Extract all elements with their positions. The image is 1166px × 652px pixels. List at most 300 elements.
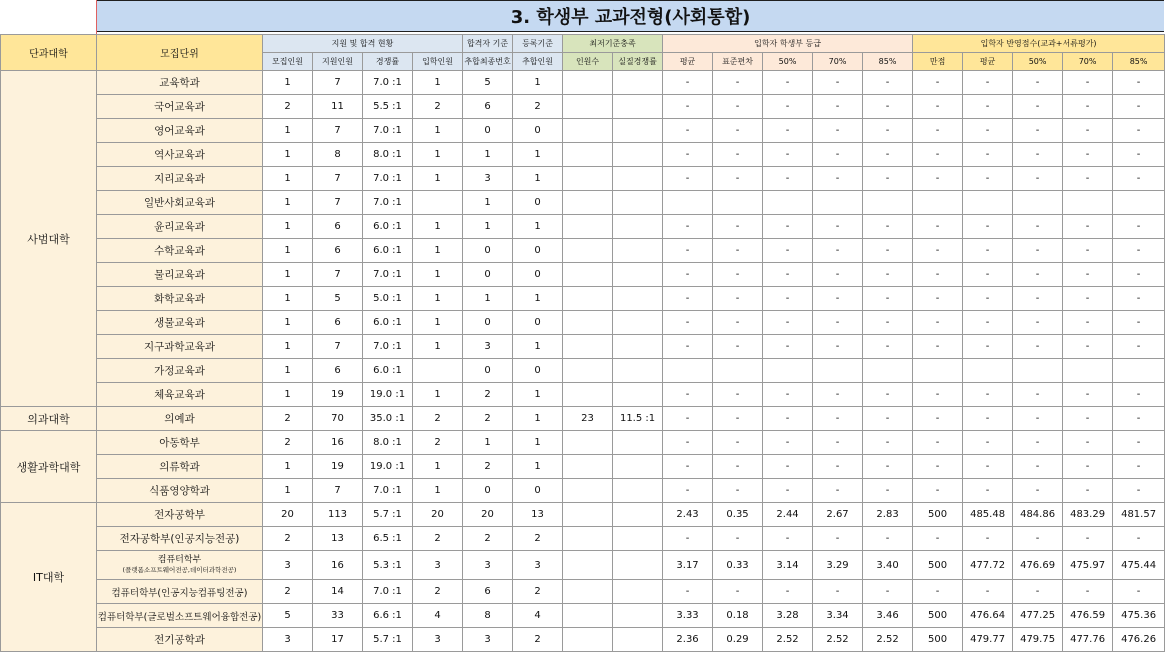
data-cell[interactable]: 5 xyxy=(463,71,513,95)
data-cell[interactable]: 3 xyxy=(513,551,563,580)
dept-cell[interactable]: 아동학부 xyxy=(97,431,263,455)
data-cell[interactable]: - xyxy=(913,580,963,604)
data-cell[interactable]: - xyxy=(1013,71,1063,95)
data-cell[interactable]: - xyxy=(663,383,713,407)
data-cell[interactable]: - xyxy=(663,407,713,431)
data-cell[interactable]: 1 xyxy=(513,431,563,455)
data-cell[interactable]: - xyxy=(963,167,1013,191)
data-cell[interactable]: 0.33 xyxy=(713,551,763,580)
data-cell[interactable]: 23 xyxy=(563,407,613,431)
data-cell[interactable] xyxy=(613,287,663,311)
data-cell[interactable] xyxy=(613,311,663,335)
data-cell[interactable] xyxy=(613,628,663,652)
data-cell[interactable]: - xyxy=(763,119,813,143)
data-cell[interactable]: - xyxy=(663,239,713,263)
data-cell[interactable]: - xyxy=(763,580,813,604)
data-cell[interactable]: - xyxy=(713,580,763,604)
data-cell[interactable]: 6 xyxy=(313,359,363,383)
data-cell[interactable]: - xyxy=(813,95,863,119)
data-cell[interactable]: 2.52 xyxy=(813,628,863,652)
data-cell[interactable]: 5 xyxy=(263,604,313,628)
data-cell[interactable] xyxy=(563,191,613,215)
data-cell[interactable]: - xyxy=(1113,239,1165,263)
data-cell[interactable]: 6 xyxy=(463,580,513,604)
data-cell[interactable]: - xyxy=(1113,580,1165,604)
data-cell[interactable] xyxy=(563,215,613,239)
data-cell[interactable] xyxy=(713,191,763,215)
data-cell[interactable]: 481.57 xyxy=(1113,503,1165,527)
data-cell[interactable] xyxy=(563,143,613,167)
data-cell[interactable]: 6.5 :1 xyxy=(363,527,413,551)
college-cell[interactable]: 의과대학 xyxy=(1,407,97,431)
data-cell[interactable]: 1 xyxy=(413,119,463,143)
data-cell[interactable]: - xyxy=(663,71,713,95)
data-cell[interactable] xyxy=(563,119,613,143)
subheader-cell[interactable]: 85% xyxy=(1113,53,1165,71)
data-cell[interactable]: 3.33 xyxy=(663,604,713,628)
data-cell[interactable]: 16 xyxy=(313,431,363,455)
data-cell[interactable]: 483.29 xyxy=(1063,503,1113,527)
data-cell[interactable]: 7 xyxy=(313,71,363,95)
data-cell[interactable] xyxy=(1063,191,1113,215)
data-cell[interactable]: - xyxy=(813,431,863,455)
data-cell[interactable]: 17 xyxy=(313,628,363,652)
data-cell[interactable]: 1 xyxy=(513,215,563,239)
data-cell[interactable]: - xyxy=(813,239,863,263)
data-cell[interactable]: - xyxy=(1063,287,1113,311)
data-cell[interactable]: 1 xyxy=(413,263,463,287)
data-cell[interactable]: 2.83 xyxy=(863,503,913,527)
data-cell[interactable] xyxy=(563,263,613,287)
data-cell[interactable]: - xyxy=(963,215,1013,239)
data-cell[interactable]: 5.3 :1 xyxy=(363,551,413,580)
data-cell[interactable]: 2.52 xyxy=(763,628,813,652)
data-cell[interactable] xyxy=(613,191,663,215)
data-cell[interactable]: 1 xyxy=(263,335,313,359)
data-cell[interactable]: 2 xyxy=(413,527,463,551)
data-cell[interactable]: 6.0 :1 xyxy=(363,359,413,383)
data-cell[interactable]: - xyxy=(1063,407,1113,431)
data-cell[interactable]: - xyxy=(1113,215,1165,239)
data-cell[interactable]: 1 xyxy=(413,239,463,263)
data-cell[interactable]: 1 xyxy=(463,431,513,455)
data-cell[interactable]: - xyxy=(813,580,863,604)
data-cell[interactable]: - xyxy=(963,479,1013,503)
header-grade-group[interactable]: 입학자 학생부 등급 xyxy=(663,35,913,53)
data-cell[interactable] xyxy=(613,119,663,143)
data-cell[interactable]: 3 xyxy=(463,628,513,652)
data-cell[interactable]: - xyxy=(813,479,863,503)
data-cell[interactable]: - xyxy=(863,580,913,604)
data-cell[interactable]: 7 xyxy=(313,167,363,191)
data-cell[interactable]: 1 xyxy=(413,143,463,167)
dept-cell[interactable]: 지리교육과 xyxy=(97,167,263,191)
data-cell[interactable]: - xyxy=(913,311,963,335)
dept-cell[interactable]: 지구과학교육과 xyxy=(97,335,263,359)
data-cell[interactable]: - xyxy=(763,311,813,335)
data-cell[interactable]: - xyxy=(863,407,913,431)
dept-cell[interactable]: 국어교육과 xyxy=(97,95,263,119)
data-cell[interactable]: 3.17 xyxy=(663,551,713,580)
data-cell[interactable]: - xyxy=(963,431,1013,455)
data-cell[interactable]: 500 xyxy=(913,551,963,580)
data-cell[interactable] xyxy=(613,239,663,263)
data-cell[interactable] xyxy=(1063,359,1113,383)
data-cell[interactable]: - xyxy=(863,335,913,359)
data-cell[interactable] xyxy=(613,215,663,239)
data-cell[interactable] xyxy=(563,311,613,335)
data-cell[interactable]: - xyxy=(1063,479,1113,503)
subheader-cell[interactable]: 인원수 xyxy=(563,53,613,71)
data-cell[interactable]: 3.28 xyxy=(763,604,813,628)
data-cell[interactable]: 1 xyxy=(263,479,313,503)
data-cell[interactable]: - xyxy=(963,239,1013,263)
data-cell[interactable]: - xyxy=(963,527,1013,551)
data-cell[interactable]: 1 xyxy=(263,383,313,407)
data-cell[interactable]: - xyxy=(1063,335,1113,359)
dept-cell[interactable]: 식품영양학과 xyxy=(97,479,263,503)
data-cell[interactable]: 6 xyxy=(463,95,513,119)
data-cell[interactable]: - xyxy=(1013,143,1063,167)
dept-cell[interactable]: 의예과 xyxy=(97,407,263,431)
data-cell[interactable]: - xyxy=(963,407,1013,431)
data-cell[interactable]: 5.7 :1 xyxy=(363,628,413,652)
data-cell[interactable] xyxy=(963,191,1013,215)
data-cell[interactable]: - xyxy=(813,383,863,407)
data-cell[interactable]: 6 xyxy=(313,215,363,239)
data-cell[interactable]: - xyxy=(1063,383,1113,407)
college-cell[interactable]: IT대학 xyxy=(1,503,97,652)
data-cell[interactable]: 0.35 xyxy=(713,503,763,527)
data-cell[interactable]: - xyxy=(1113,71,1165,95)
data-cell[interactable]: 35.0 :1 xyxy=(363,407,413,431)
data-cell[interactable]: - xyxy=(863,431,913,455)
dept-cell[interactable] xyxy=(97,551,263,580)
data-cell[interactable]: - xyxy=(713,263,763,287)
data-cell[interactable]: 2 xyxy=(463,527,513,551)
data-cell[interactable]: 475.44 xyxy=(1113,551,1165,580)
data-cell[interactable]: - xyxy=(1013,287,1063,311)
data-cell[interactable] xyxy=(563,359,613,383)
data-cell[interactable] xyxy=(563,527,613,551)
data-cell[interactable]: - xyxy=(1013,479,1063,503)
data-cell[interactable]: - xyxy=(1063,431,1113,455)
dept-cell[interactable]: 역사교육과 xyxy=(97,143,263,167)
data-cell[interactable]: - xyxy=(1013,119,1063,143)
data-cell[interactable]: - xyxy=(663,479,713,503)
data-cell[interactable] xyxy=(563,431,613,455)
data-cell[interactable]: - xyxy=(763,143,813,167)
data-cell[interactable] xyxy=(613,263,663,287)
data-cell[interactable]: 476.64 xyxy=(963,604,1013,628)
data-cell[interactable]: 1 xyxy=(413,71,463,95)
data-cell[interactable]: 5.7 :1 xyxy=(363,503,413,527)
header-score-group[interactable]: 입학자 반영점수(교과+서류평가) xyxy=(913,35,1165,53)
data-cell[interactable] xyxy=(563,580,613,604)
data-cell[interactable]: - xyxy=(813,527,863,551)
data-cell[interactable]: 7 xyxy=(313,119,363,143)
data-cell[interactable]: - xyxy=(963,263,1013,287)
data-cell[interactable]: - xyxy=(863,455,913,479)
data-cell[interactable] xyxy=(613,95,663,119)
data-cell[interactable]: - xyxy=(1113,287,1165,311)
data-cell[interactable]: - xyxy=(1113,527,1165,551)
data-cell[interactable]: - xyxy=(813,263,863,287)
data-cell[interactable] xyxy=(713,359,763,383)
data-cell[interactable]: 20 xyxy=(413,503,463,527)
data-cell[interactable]: 8 xyxy=(313,143,363,167)
data-cell[interactable]: 485.48 xyxy=(963,503,1013,527)
data-cell[interactable]: - xyxy=(913,407,963,431)
data-cell[interactable] xyxy=(563,239,613,263)
data-cell[interactable]: 2.43 xyxy=(663,503,713,527)
data-cell[interactable]: - xyxy=(813,311,863,335)
data-cell[interactable]: 2 xyxy=(413,407,463,431)
data-cell[interactable]: 0 xyxy=(513,119,563,143)
data-cell[interactable]: - xyxy=(713,287,763,311)
data-cell[interactable]: - xyxy=(813,71,863,95)
data-cell[interactable]: - xyxy=(813,335,863,359)
data-cell[interactable]: - xyxy=(913,143,963,167)
data-cell[interactable]: 7 xyxy=(313,335,363,359)
data-cell[interactable]: - xyxy=(713,119,763,143)
data-cell[interactable]: - xyxy=(1113,479,1165,503)
subheader-cell[interactable]: 평균 xyxy=(663,53,713,71)
data-cell[interactable]: - xyxy=(663,335,713,359)
data-cell[interactable]: 20 xyxy=(463,503,513,527)
data-cell[interactable] xyxy=(613,455,663,479)
data-cell[interactable]: 6.0 :1 xyxy=(363,239,413,263)
data-cell[interactable]: 500 xyxy=(913,503,963,527)
data-cell[interactable] xyxy=(563,604,613,628)
data-cell[interactable]: - xyxy=(1113,407,1165,431)
data-cell[interactable]: 2 xyxy=(263,407,313,431)
subheader-cell[interactable]: 경쟁률 xyxy=(363,53,413,71)
data-cell[interactable]: 1 xyxy=(413,215,463,239)
data-cell[interactable]: 1 xyxy=(463,215,513,239)
data-cell[interactable]: - xyxy=(913,71,963,95)
data-cell[interactable]: - xyxy=(1063,263,1113,287)
data-cell[interactable]: 1 xyxy=(263,215,313,239)
subheader-cell[interactable]: 추합최종번호 xyxy=(463,53,513,71)
data-cell[interactable] xyxy=(613,143,663,167)
data-cell[interactable]: - xyxy=(1013,335,1063,359)
data-cell[interactable] xyxy=(763,191,813,215)
data-cell[interactable]: - xyxy=(713,167,763,191)
data-cell[interactable]: 479.77 xyxy=(963,628,1013,652)
data-cell[interactable]: 2 xyxy=(263,527,313,551)
data-cell[interactable]: 19.0 :1 xyxy=(363,383,413,407)
data-cell[interactable] xyxy=(613,503,663,527)
data-cell[interactable] xyxy=(613,71,663,95)
header-min-group[interactable]: 최저기준충족 xyxy=(563,35,663,53)
data-cell[interactable]: 1 xyxy=(513,287,563,311)
header-unit[interactable]: 모집단위 xyxy=(97,35,263,71)
data-cell[interactable]: - xyxy=(863,263,913,287)
data-cell[interactable]: - xyxy=(1013,263,1063,287)
data-cell[interactable] xyxy=(913,359,963,383)
data-cell[interactable]: 3.34 xyxy=(813,604,863,628)
data-cell[interactable]: 7.0 :1 xyxy=(363,119,413,143)
dept-cell[interactable]: 의류학과 xyxy=(97,455,263,479)
data-cell[interactable]: - xyxy=(1013,527,1063,551)
dept-cell[interactable]: 윤리교육과 xyxy=(97,215,263,239)
data-cell[interactable]: - xyxy=(863,239,913,263)
data-cell[interactable]: - xyxy=(913,119,963,143)
data-cell[interactable]: 484.86 xyxy=(1013,503,1063,527)
data-cell[interactable]: 0.18 xyxy=(713,604,763,628)
data-cell[interactable]: 3 xyxy=(463,551,513,580)
data-cell[interactable]: 11 xyxy=(313,95,363,119)
data-cell[interactable]: - xyxy=(763,95,813,119)
subheader-cell[interactable]: 지원인원 xyxy=(313,53,363,71)
dept-cell[interactable]: 체육교육과 xyxy=(97,383,263,407)
data-cell[interactable]: - xyxy=(763,479,813,503)
dept-cell[interactable]: 전기공학과 xyxy=(97,628,263,652)
data-cell[interactable]: 2.36 xyxy=(663,628,713,652)
dept-cell[interactable]: 화학교육과 xyxy=(97,287,263,311)
data-cell[interactable]: 2 xyxy=(413,580,463,604)
data-cell[interactable]: - xyxy=(763,407,813,431)
data-cell[interactable] xyxy=(563,71,613,95)
data-cell[interactable]: 4 xyxy=(413,604,463,628)
data-cell[interactable] xyxy=(563,167,613,191)
data-cell[interactable]: 3 xyxy=(413,551,463,580)
data-cell[interactable]: 0 xyxy=(513,263,563,287)
data-cell[interactable] xyxy=(1013,191,1063,215)
data-cell[interactable]: 1 xyxy=(463,287,513,311)
data-cell[interactable]: - xyxy=(763,383,813,407)
data-cell[interactable]: - xyxy=(1063,215,1113,239)
data-cell[interactable]: 2 xyxy=(463,455,513,479)
data-cell[interactable]: 1 xyxy=(513,455,563,479)
data-cell[interactable]: - xyxy=(713,455,763,479)
data-cell[interactable]: - xyxy=(1113,95,1165,119)
data-cell[interactable]: 7.0 :1 xyxy=(363,580,413,604)
data-cell[interactable]: 0 xyxy=(463,119,513,143)
data-cell[interactable]: 1 xyxy=(413,383,463,407)
data-cell[interactable] xyxy=(613,479,663,503)
dept-cell[interactable]: 수학교육과 xyxy=(97,239,263,263)
data-cell[interactable]: - xyxy=(913,263,963,287)
data-cell[interactable]: 70 xyxy=(313,407,363,431)
data-cell[interactable]: - xyxy=(913,455,963,479)
data-cell[interactable]: 5 xyxy=(313,287,363,311)
data-cell[interactable]: 3.29 xyxy=(813,551,863,580)
data-cell[interactable]: - xyxy=(763,455,813,479)
data-cell[interactable]: - xyxy=(813,215,863,239)
data-cell[interactable]: 8.0 :1 xyxy=(363,143,413,167)
data-cell[interactable]: 1 xyxy=(263,359,313,383)
data-cell[interactable]: - xyxy=(1113,455,1165,479)
data-cell[interactable]: - xyxy=(663,431,713,455)
data-cell[interactable]: - xyxy=(863,215,913,239)
data-cell[interactable]: - xyxy=(763,263,813,287)
data-cell[interactable]: - xyxy=(913,215,963,239)
data-cell[interactable]: - xyxy=(863,71,913,95)
data-cell[interactable]: 4 xyxy=(513,604,563,628)
data-cell[interactable]: - xyxy=(863,287,913,311)
data-cell[interactable]: 6 xyxy=(313,311,363,335)
data-cell[interactable]: 11.5 :1 xyxy=(613,407,663,431)
data-cell[interactable]: - xyxy=(663,527,713,551)
data-cell[interactable]: 2 xyxy=(263,95,313,119)
data-cell[interactable] xyxy=(613,335,663,359)
data-cell[interactable]: 2.67 xyxy=(813,503,863,527)
data-cell[interactable] xyxy=(563,551,613,580)
data-cell[interactable]: 0 xyxy=(513,191,563,215)
data-cell[interactable]: 13 xyxy=(513,503,563,527)
data-cell[interactable]: - xyxy=(863,383,913,407)
data-cell[interactable] xyxy=(663,191,713,215)
data-cell[interactable]: - xyxy=(1063,311,1113,335)
data-cell[interactable] xyxy=(563,455,613,479)
data-cell[interactable]: 1 xyxy=(513,167,563,191)
subheader-cell[interactable]: 실질경쟁률 xyxy=(613,53,663,71)
data-cell[interactable]: 1 xyxy=(513,335,563,359)
data-cell[interactable]: - xyxy=(663,455,713,479)
data-cell[interactable]: 1 xyxy=(513,407,563,431)
data-cell[interactable]: 7 xyxy=(313,479,363,503)
header-apply-group[interactable]: 지원 및 합격 현황 xyxy=(263,35,463,53)
data-cell[interactable]: 1 xyxy=(263,239,313,263)
data-cell[interactable]: 2.44 xyxy=(763,503,813,527)
data-cell[interactable] xyxy=(613,167,663,191)
data-cell[interactable]: 479.75 xyxy=(1013,628,1063,652)
data-cell[interactable]: - xyxy=(713,527,763,551)
data-cell[interactable]: 19 xyxy=(313,383,363,407)
data-cell[interactable]: - xyxy=(913,479,963,503)
data-cell[interactable] xyxy=(613,580,663,604)
data-cell[interactable]: - xyxy=(763,527,813,551)
data-cell[interactable]: - xyxy=(913,527,963,551)
data-cell[interactable]: - xyxy=(763,287,813,311)
data-cell[interactable]: - xyxy=(713,479,763,503)
data-cell[interactable]: 5.5 :1 xyxy=(363,95,413,119)
data-cell[interactable]: 7.0 :1 xyxy=(363,71,413,95)
data-cell[interactable]: - xyxy=(1013,239,1063,263)
data-cell[interactable]: - xyxy=(663,287,713,311)
data-cell[interactable]: - xyxy=(1063,580,1113,604)
data-cell[interactable]: - xyxy=(1063,167,1113,191)
data-cell[interactable] xyxy=(563,335,613,359)
subheader-cell[interactable]: 모집인원 xyxy=(263,53,313,71)
dept-cell[interactable]: 컴퓨터학부(글로벌소프트웨어융합전공) xyxy=(97,604,263,628)
data-cell[interactable]: - xyxy=(963,455,1013,479)
data-cell[interactable]: 1 xyxy=(263,71,313,95)
data-cell[interactable] xyxy=(563,383,613,407)
title-cell[interactable] xyxy=(96,0,1164,32)
data-cell[interactable]: 0 xyxy=(463,311,513,335)
dept-cell[interactable]: 전자공학부 xyxy=(97,503,263,527)
data-cell[interactable]: - xyxy=(1113,431,1165,455)
data-cell[interactable]: - xyxy=(813,167,863,191)
data-cell[interactable]: - xyxy=(1013,311,1063,335)
data-cell[interactable]: 6.0 :1 xyxy=(363,311,413,335)
data-cell[interactable]: 2 xyxy=(513,95,563,119)
data-cell[interactable] xyxy=(413,191,463,215)
data-cell[interactable]: - xyxy=(863,119,913,143)
data-cell[interactable]: 475.97 xyxy=(1063,551,1113,580)
data-cell[interactable] xyxy=(1113,359,1165,383)
data-cell[interactable]: 113 xyxy=(313,503,363,527)
data-cell[interactable]: - xyxy=(813,407,863,431)
data-cell[interactable]: - xyxy=(913,167,963,191)
data-cell[interactable] xyxy=(563,95,613,119)
data-cell[interactable]: 2 xyxy=(513,628,563,652)
data-cell[interactable] xyxy=(563,503,613,527)
data-cell[interactable]: 1 xyxy=(413,311,463,335)
